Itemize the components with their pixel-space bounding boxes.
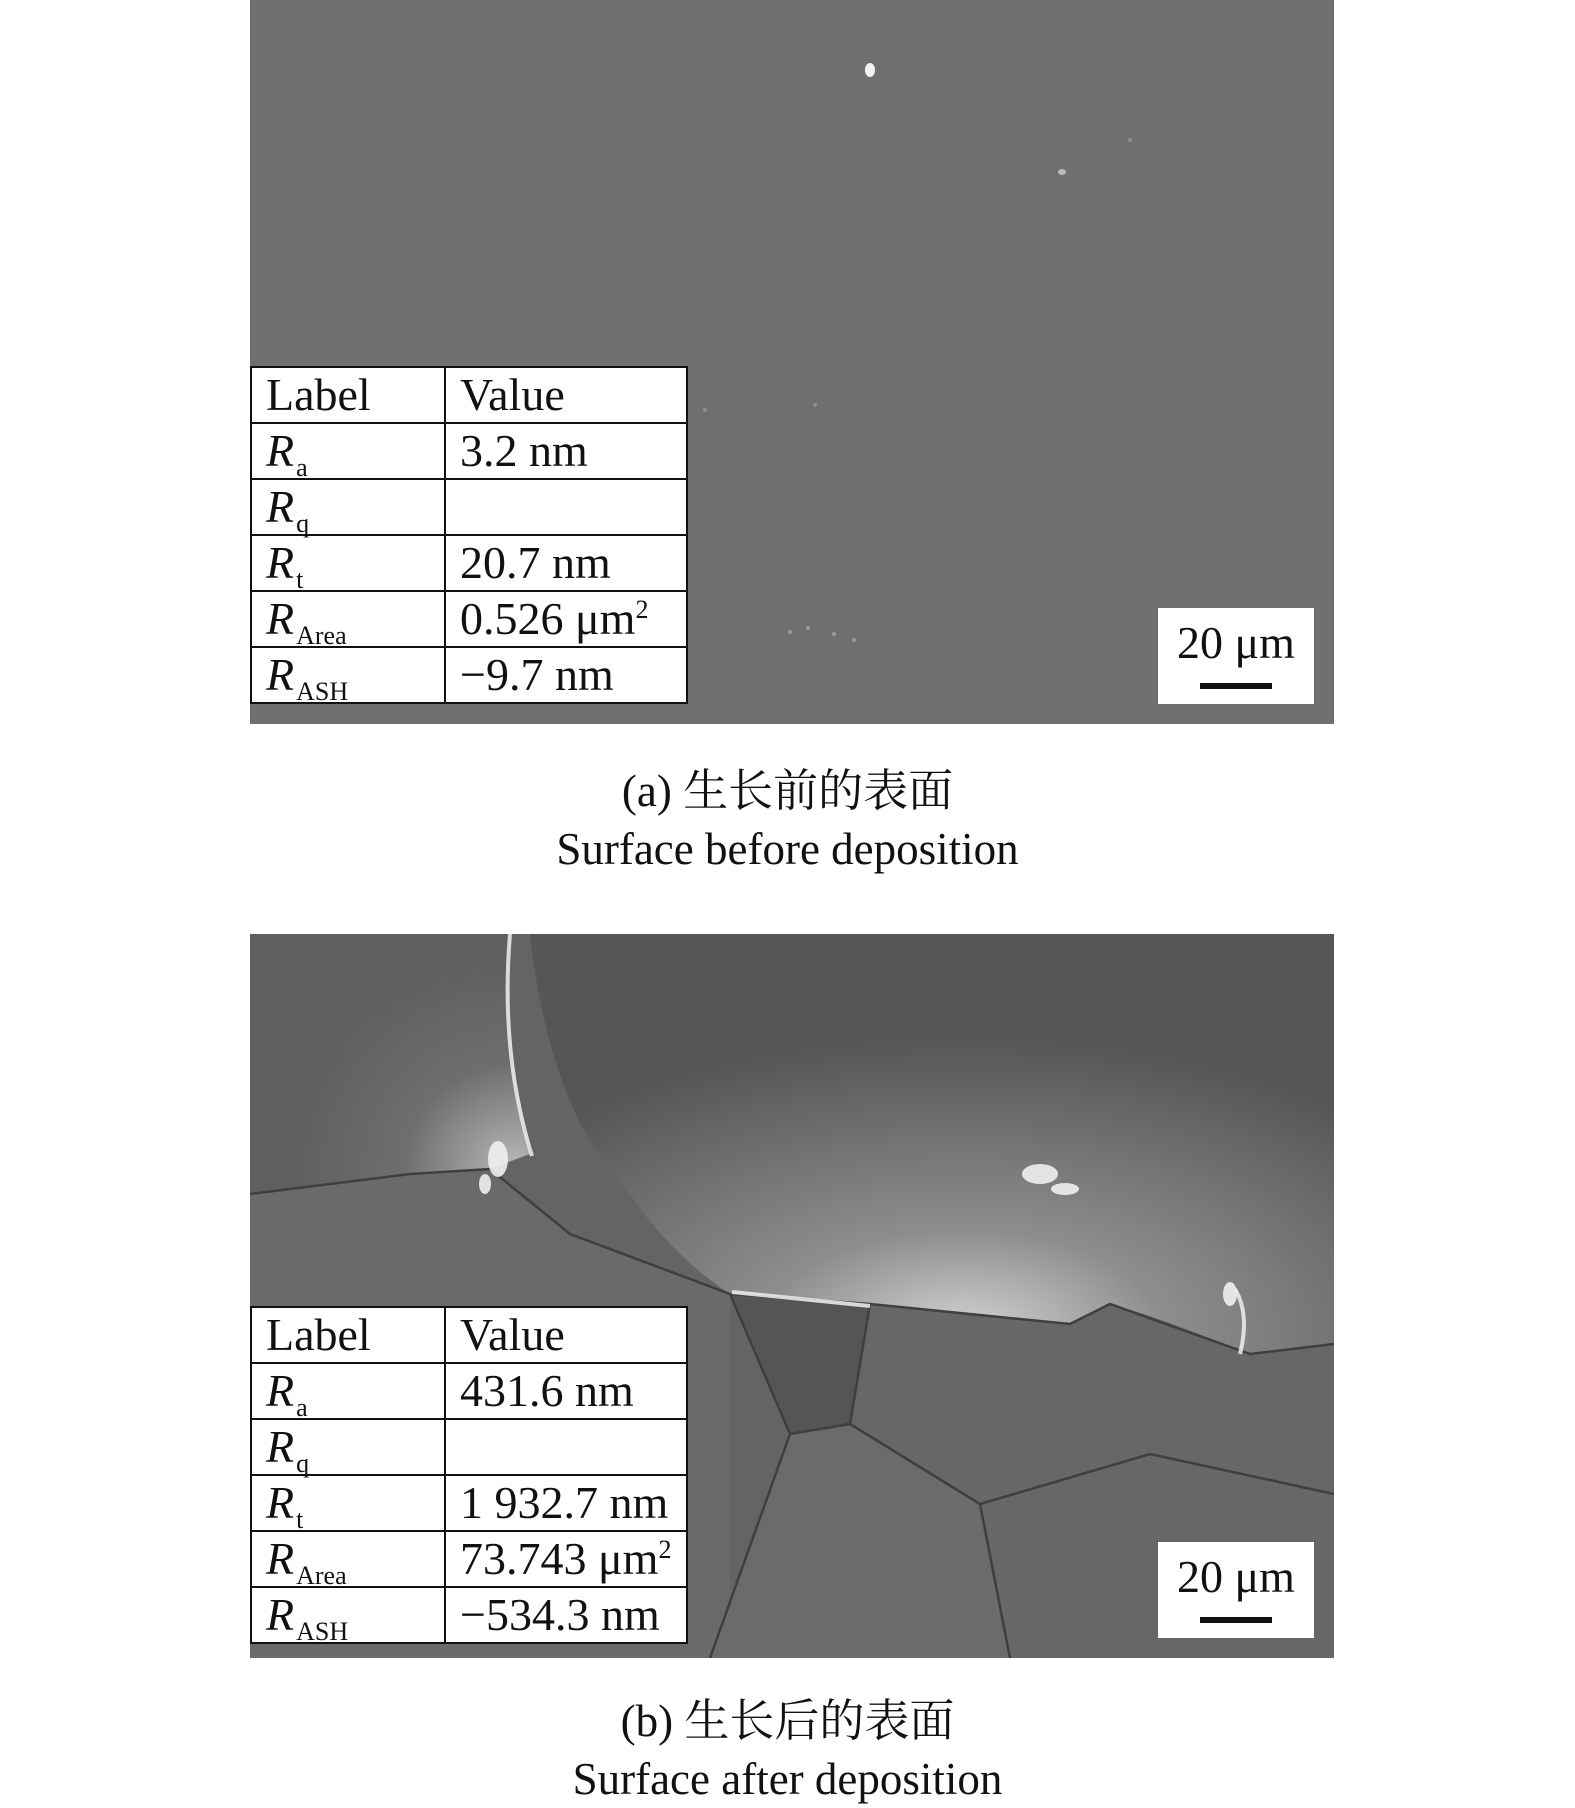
param-symbol: R (266, 1365, 295, 1416)
table-row (251, 535, 687, 591)
table-header-row (251, 1307, 687, 1363)
caption-en: Surface before deposition (556, 824, 1019, 874)
param-value: 20.7 nm (445, 535, 687, 591)
param-subscript: a (296, 453, 308, 482)
param-symbol: R (266, 1477, 295, 1528)
param-subscript: t (296, 565, 304, 594)
param-value: −534.3 nm (445, 1587, 687, 1643)
roughness-table-before (250, 366, 688, 704)
param-subscript: ASH (296, 677, 349, 706)
scale-bar-line (1200, 683, 1272, 689)
param-value: −9.7 nm (445, 647, 687, 703)
table-row (251, 1419, 687, 1475)
roughness-table-after (250, 1306, 688, 1644)
param-subscript: Area (296, 621, 347, 650)
param-value (445, 479, 687, 535)
param-subscript: a (296, 1393, 308, 1422)
table-row (251, 1531, 687, 1587)
param-value: 73.743 μm (460, 1533, 659, 1584)
param-symbol: R (266, 1421, 295, 1472)
table-row (251, 479, 687, 535)
param-superscript: 2 (635, 595, 649, 624)
param-symbol: R (266, 649, 295, 700)
header-label: Label (251, 1307, 445, 1363)
param-subscript: Area (296, 1561, 347, 1590)
table-row (251, 1587, 687, 1643)
scale-bar (1158, 1542, 1314, 1638)
table-row (251, 647, 687, 703)
param-superscript: 2 (658, 1535, 672, 1564)
param-value (445, 1419, 687, 1475)
caption-after (0, 1692, 1575, 1808)
param-symbol: R (266, 1589, 295, 1640)
caption-cn: (a) 生长前的表面 (621, 766, 954, 816)
table-row (251, 1363, 687, 1419)
param-subscript: q (296, 1449, 310, 1478)
param-subscript: q (296, 509, 310, 538)
param-value: 3.2 nm (445, 423, 687, 479)
param-subscript: ASH (296, 1617, 349, 1646)
param-symbol: R (266, 1533, 295, 1584)
table-row (251, 423, 687, 479)
table-row (251, 591, 687, 647)
scale-bar-label: 20 μm (1177, 617, 1295, 668)
caption-before (0, 762, 1575, 878)
header-value: Value (445, 1307, 687, 1363)
caption-en: Surface after deposition (572, 1754, 1003, 1804)
header-value: Value (445, 367, 687, 423)
param-symbol: R (266, 425, 295, 476)
sem-image-before (250, 0, 1334, 724)
scale-bar (1158, 608, 1314, 704)
param-value: 1 932.7 nm (445, 1475, 687, 1531)
param-value: 431.6 nm (445, 1363, 687, 1419)
sem-image-after (250, 934, 1334, 1658)
caption-cn: (b) 生长后的表面 (620, 1696, 955, 1746)
scale-bar-label: 20 μm (1177, 1551, 1295, 1602)
table-header-row (251, 367, 687, 423)
param-symbol: R (266, 481, 295, 532)
param-subscript: t (296, 1505, 304, 1534)
header-label: Label (251, 367, 445, 423)
param-value: 0.526 μm (460, 593, 636, 644)
scale-bar-line (1200, 1617, 1272, 1623)
param-symbol: R (266, 593, 295, 644)
table-row (251, 1475, 687, 1531)
param-symbol: R (266, 537, 295, 588)
